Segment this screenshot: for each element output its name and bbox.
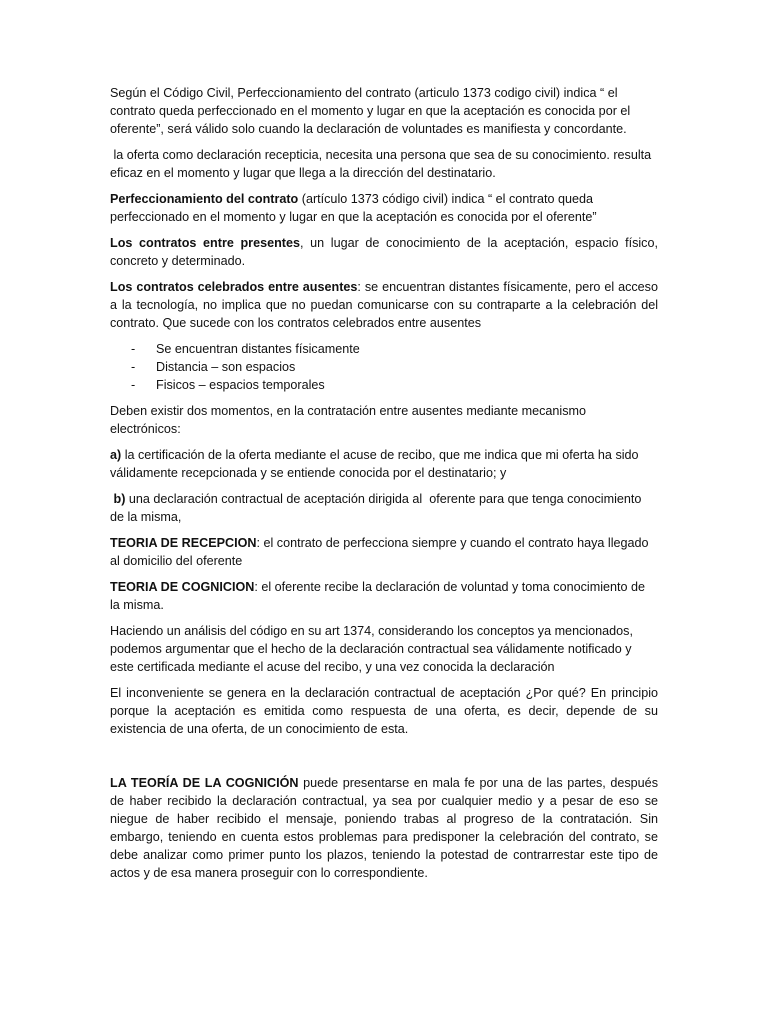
- dash-list: [110, 340, 658, 394]
- list-item: [110, 358, 658, 376]
- bold-heading: b): [113, 492, 126, 506]
- list-dash: -: [131, 342, 136, 356]
- list-dash: -: [131, 378, 136, 392]
- paragraph-dos-momentos: Deben existir dos momentos, en la contratación entre ausentes mediante mecanismo electrónicos:: [110, 404, 587, 436]
- paragraph-presentes: [110, 234, 658, 270]
- bold-heading: a): [110, 448, 122, 462]
- list-dash: -: [131, 360, 136, 374]
- paragraph-text: : el contrato de perfecciona siempre y cuando el contrato haya llegado al domicilio del oferente: [110, 536, 649, 568]
- paragraph-teoria-recepcion: [110, 534, 658, 570]
- list-item-text: Fisicos – espacios temporales: [156, 378, 325, 392]
- paragraph-analisis: Haciendo un análisis del código en su art 1374, considerando los conceptos ya mencionados, podemos argumentar que el hecho de la declaración contractual sea válidamente notificado y este certificada mediante el acuse del recibo, y una vez conocida la declaración: [110, 624, 633, 674]
- paragraph-oferta: la oferta como declaración recepticia, necesita una persona que sea de su conocimiento. resulta eficaz en el momento y lugar que llega a la dirección del destinatario.: [110, 148, 655, 180]
- bold-heading: LA TEORÍA DE LA COGNICIÓN: [110, 776, 299, 790]
- document-page: [110, 84, 658, 890]
- paragraph-text: , un lugar de conocimiento de la aceptación, espacio físico, concreto y determinado.: [110, 236, 658, 268]
- bold-heading: TEORIA DE RECEPCION: [110, 536, 257, 550]
- paragraph-text: la certificación de la oferta mediante el acuse de recibo, que me indica que mi oferta ha sido válidamente recepcionada y se entiende conocida por el destinatario; y: [110, 448, 639, 480]
- list-item: [110, 376, 658, 394]
- paragraph-text: : el oferente recibe la declaración de voluntad y toma conocimiento de la misma.: [110, 580, 646, 612]
- paragraph-item-b: [110, 490, 658, 526]
- paragraph-ausentes: [110, 278, 658, 332]
- paragraph-mala-fe: [110, 774, 658, 882]
- paragraph-inconveniente: El inconveniente se genera en la declaración contractual de aceptación ¿Por qué? En principio porque la aceptación es emitida como respuesta de una oferta, es decir, depende de su existencia de una oferta, de un conocimiento de esta.: [110, 686, 658, 736]
- bold-heading: Los contratos celebrados entre ausentes: [110, 280, 358, 294]
- list-item-text: Se encuentran distantes físicamente: [156, 342, 360, 356]
- bold-heading: Los contratos entre presentes: [110, 236, 300, 250]
- paragraph-teoria-cognicion: [110, 578, 658, 614]
- paragraph-item-a: [110, 446, 658, 482]
- bold-heading: TEORIA DE COGNICION: [110, 580, 255, 594]
- paragraph-intro: Según el Código Civil, Perfeccionamiento del contrato (articulo 1373 codigo civil) indica “ el contrato queda perfeccionado en el momento y lugar en que la aceptación es conocida por el oferente”, será válido solo cuando la declaración de voluntades es manifiesta y concordante.: [110, 86, 631, 136]
- list-item-text: Distancia – son espacios: [156, 360, 296, 374]
- bold-heading: Perfeccionamiento del contrato: [110, 192, 299, 206]
- paragraph-text: : se encuentran distantes físicamente, pero el acceso a la tecnología, no implica que no puedan comunicarse con su contraparte a la celebración del contrato. Que sucede con los contratos celebrados entre ausentes: [110, 280, 658, 330]
- paragraph-text: una declaración contractual de aceptación dirigida al oferente para que tenga conocimiento de la misma,: [110, 492, 645, 524]
- paragraph-perfeccionamiento: [110, 190, 658, 226]
- paragraph-text: (artículo 1373 código civil) indica “ el contrato queda perfeccionado en el momento y lugar en que la aceptación es conocida por el oferente”: [110, 192, 597, 224]
- list-item: [110, 340, 658, 358]
- spacer: [110, 746, 658, 774]
- paragraph-text: puede presentarse en mala fe por una de las partes, después de haber recibido la declaración contractual, ya sea por cualquier medio y a pesar de eso se niegue de haber recibido el mensaje, poniendo trabas al progreso de la contratación. Sin embargo, teniendo en cuenta estos problemas para predisponer la celebración del contrato, se debe analizar como primer punto los plazos, teniendo la potestad de contrarrestar este tipo de actos y de esa manera proseguir con lo correspondiente.: [110, 776, 658, 880]
